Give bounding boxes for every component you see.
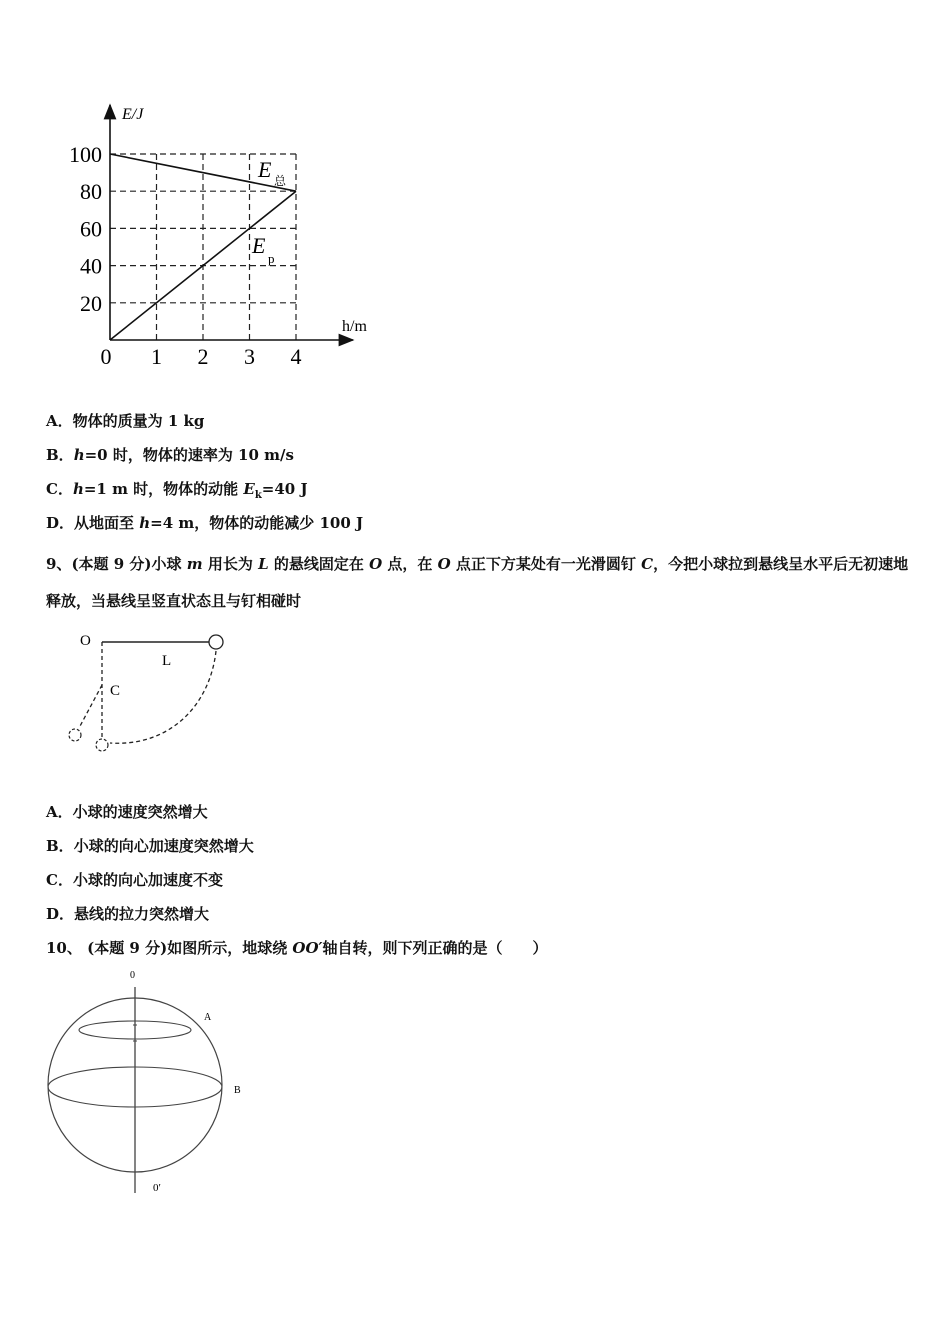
swing-string [79, 685, 102, 728]
q9-option-c: C．小球的向心加速度不变 [46, 871, 223, 889]
point-o-label: O [80, 633, 91, 649]
q8-option-a: A．物体的质量为 1 kg [46, 412, 205, 430]
x-tick-label: 4 [290, 344, 302, 369]
q8-option-c: C．h=1 m 时，物体的动能 $E_k=40$ J [46, 480, 308, 501]
x-tick-label: 0 [100, 344, 112, 369]
pendulum-figure [60, 625, 250, 760]
q9-option-a: A．小球的速度突然增大 [46, 803, 208, 821]
series-label-etotal: E [258, 157, 272, 182]
axis-bottom-label: 0′ [153, 1182, 161, 1194]
y-tick-label: 20 [80, 290, 102, 316]
series-label-etotal-sub: 总 [274, 174, 287, 188]
point-b-label: B [234, 1085, 241, 1096]
ball-bottom [96, 739, 108, 751]
y-tick-label: 60 [80, 216, 102, 242]
axis-top-label: 0 [130, 970, 135, 981]
length-l-label: L [162, 653, 172, 669]
y-tick-label: 40 [80, 253, 102, 279]
series-label-ep: E [252, 233, 266, 258]
x-axis-label: h/m [342, 318, 367, 335]
q10-question-text: 10、 (本题 9 分)如图所示，地球绕 OO′轴自转，则下列正确的是（ ） [46, 939, 548, 957]
y-axis-label: E/J [122, 106, 144, 123]
q9-question-text: 9、(本题 9 分)小球 m 用长为 L 的悬线固定在 O 点，在 O 点正下方某处有一光滑圆钉 C，今把小球拉到悬线呈水平后无初速地释放，当悬线呈竖直状态且与钉相碰时 [46, 555, 909, 610]
point-a-label: A [204, 1012, 212, 1023]
ball-start [209, 635, 223, 649]
y-tick-labels [69, 142, 102, 316]
x-tick-labels [101, 344, 302, 369]
energy-height-graph [60, 95, 380, 375]
q8-option-b: B．h=0 时，物体的速率为 10 m/s [46, 446, 294, 464]
nail-c-label: C [110, 683, 121, 699]
y-tick-label: 80 [80, 179, 102, 205]
ball-swing [69, 729, 81, 741]
x-tick-label: 3 [244, 344, 255, 369]
x-tick-label: 1 [151, 344, 162, 369]
series-label-ep-sub: p [268, 251, 275, 266]
x-tick-label: 2 [197, 344, 209, 369]
q9-option-d: D．悬线的拉力突然增大 [46, 905, 210, 923]
q8-option-d: D．从地面至 h=4 m，物体的动能减少 100 J [46, 514, 364, 532]
q9-option-b: B．小球的向心加速度突然增大 [46, 837, 254, 855]
earth-rotation-figure [40, 965, 260, 1200]
y-tick-label: 100 [69, 142, 102, 167]
